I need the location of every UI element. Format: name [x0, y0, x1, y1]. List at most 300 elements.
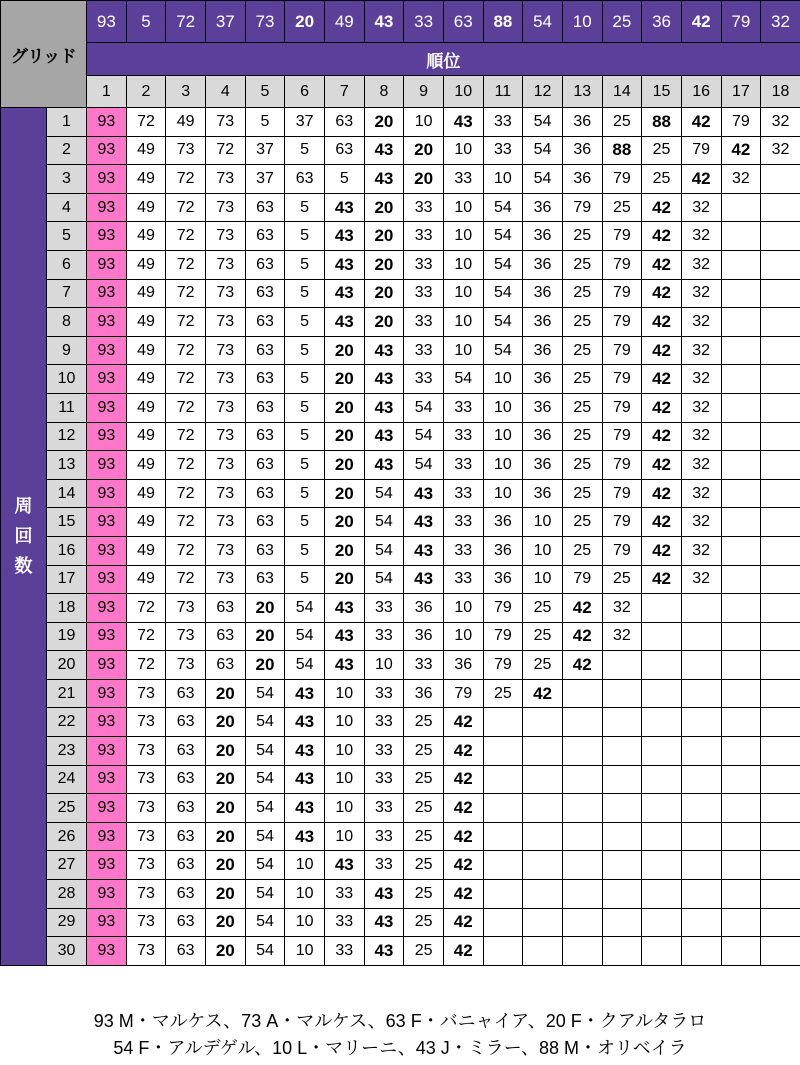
- rider-cell: 10: [285, 851, 325, 880]
- grid-start-cell: 33: [404, 1, 444, 43]
- rider-cell: 54: [364, 508, 404, 537]
- rider-cell: 20: [205, 822, 245, 851]
- rider-cell: 42: [642, 508, 682, 537]
- rider-cell: 42: [443, 794, 483, 823]
- rider-cell: 20: [245, 622, 285, 651]
- position-header: 順位: [87, 43, 800, 76]
- rider-cell: 63: [285, 165, 325, 194]
- empty-cell: [523, 880, 563, 909]
- rider-cell: 5: [285, 508, 325, 537]
- lap-row: [1, 422, 800, 451]
- rider-cell: 88: [602, 136, 642, 165]
- rider-cell: 63: [245, 422, 285, 451]
- rider-cell: 37: [245, 165, 285, 194]
- lap-axis-label: 周 回 数: [1, 108, 47, 966]
- empty-cell: [761, 565, 800, 594]
- empty-cell: [761, 679, 800, 708]
- rider-cell: 5: [285, 222, 325, 251]
- lap-row: [1, 937, 800, 966]
- rider-cell: 73: [126, 737, 166, 766]
- rider-cell: 25: [562, 393, 602, 422]
- rider-cell: 73: [126, 908, 166, 937]
- position-number-cell: 8: [364, 76, 404, 108]
- rider-cell: 54: [523, 108, 563, 137]
- empty-cell: [721, 193, 761, 222]
- rider-cell: 63: [166, 679, 206, 708]
- grid-start-cell: 36: [642, 1, 682, 43]
- rider-cell: 20: [205, 937, 245, 966]
- lap-row: [1, 308, 800, 337]
- lap-row: [1, 336, 800, 365]
- rider-cell: 79: [602, 222, 642, 251]
- lap-number-cell: 10: [47, 365, 87, 394]
- rider-cell: 43: [364, 365, 404, 394]
- rider-cell: 42: [721, 136, 761, 165]
- rider-cell: 36: [443, 651, 483, 680]
- rider-cell: 42: [642, 308, 682, 337]
- rider-cell: 10: [285, 880, 325, 909]
- lap-chart-body: [1, 1, 800, 966]
- rider-cell: 32: [681, 279, 721, 308]
- lap-row: [1, 737, 800, 766]
- grid-start-cell: 63: [443, 1, 483, 43]
- empty-cell: [761, 765, 800, 794]
- rider-cell: 49: [126, 193, 166, 222]
- rider-cell: 54: [245, 822, 285, 851]
- rider-cell: 10: [483, 451, 523, 480]
- empty-cell: [721, 279, 761, 308]
- position-number-cell: 15: [642, 76, 682, 108]
- lap-row: [1, 279, 800, 308]
- rider-cell: 73: [205, 536, 245, 565]
- rider-cell: 33: [364, 765, 404, 794]
- empty-cell: [602, 737, 642, 766]
- rider-cell: 72: [126, 108, 166, 137]
- rider-cell: 49: [126, 508, 166, 537]
- rider-cell: 93: [87, 908, 127, 937]
- empty-cell: [483, 737, 523, 766]
- lap-row: [1, 880, 800, 909]
- rider-cell: 10: [324, 679, 364, 708]
- empty-cell: [761, 165, 800, 194]
- rider-cell: 72: [205, 136, 245, 165]
- empty-cell: [721, 508, 761, 537]
- rider-cell: 54: [245, 937, 285, 966]
- rider-cell: 20: [205, 794, 245, 823]
- rider-cell: 49: [126, 222, 166, 251]
- lap-row: [1, 508, 800, 537]
- rider-cell: 42: [562, 622, 602, 651]
- rider-cell: 63: [245, 193, 285, 222]
- empty-cell: [721, 536, 761, 565]
- rider-cell: 20: [364, 193, 404, 222]
- rider-cell: 10: [443, 279, 483, 308]
- rider-cell: 79: [602, 250, 642, 279]
- rider-cell: 20: [245, 651, 285, 680]
- rider-cell: 93: [87, 136, 127, 165]
- empty-cell: [642, 651, 682, 680]
- empty-cell: [483, 708, 523, 737]
- rider-cell: 73: [205, 108, 245, 137]
- empty-cell: [602, 765, 642, 794]
- rider-cell: 32: [681, 565, 721, 594]
- rider-cell: 72: [166, 193, 206, 222]
- lap-row: [1, 765, 800, 794]
- rider-cell: 42: [562, 651, 602, 680]
- rider-cell: 43: [404, 565, 444, 594]
- rider-cell: 10: [483, 365, 523, 394]
- empty-cell: [721, 765, 761, 794]
- rider-cell: 49: [126, 536, 166, 565]
- rider-cell: 25: [523, 594, 563, 623]
- rider-cell: 73: [205, 393, 245, 422]
- rider-cell: 88: [642, 108, 682, 137]
- rider-cell: 63: [205, 594, 245, 623]
- rider-cell: 73: [205, 250, 245, 279]
- empty-cell: [721, 937, 761, 966]
- lap-row: [1, 708, 800, 737]
- empty-cell: [681, 765, 721, 794]
- empty-cell: [523, 822, 563, 851]
- rider-cell: 79: [602, 165, 642, 194]
- empty-cell: [642, 794, 682, 823]
- rider-cell: 20: [205, 708, 245, 737]
- rider-cell: 73: [205, 336, 245, 365]
- rider-cell: 54: [364, 479, 404, 508]
- empty-cell: [721, 422, 761, 451]
- rider-cell: 42: [642, 479, 682, 508]
- lap-row: [1, 108, 800, 137]
- empty-cell: [523, 708, 563, 737]
- rider-cell: 5: [285, 479, 325, 508]
- rider-cell: 20: [364, 308, 404, 337]
- rider-cell: 33: [443, 451, 483, 480]
- rider-cell: 93: [87, 737, 127, 766]
- empty-cell: [721, 880, 761, 909]
- lap-row: [1, 365, 800, 394]
- rider-cell: 79: [483, 594, 523, 623]
- rider-cell: 25: [483, 679, 523, 708]
- rider-cell: 43: [285, 679, 325, 708]
- lap-row: [1, 479, 800, 508]
- rider-cell: 32: [681, 451, 721, 480]
- rider-cell: 10: [443, 136, 483, 165]
- rider-cell: 32: [681, 250, 721, 279]
- lap-number-cell: 16: [47, 536, 87, 565]
- rider-cell: 72: [166, 479, 206, 508]
- rider-cell: 10: [285, 908, 325, 937]
- empty-cell: [761, 737, 800, 766]
- position-number-cell: 14: [602, 76, 642, 108]
- rider-cell: 72: [126, 622, 166, 651]
- rider-cell: 25: [562, 308, 602, 337]
- empty-cell: [602, 880, 642, 909]
- legend-line: 54 F・アルデゲル、10 L・マリーニ、43 J・ミラー、88 M・オリベイラ: [113, 1038, 687, 1058]
- rider-cell: 54: [245, 737, 285, 766]
- rider-cell: 20: [205, 880, 245, 909]
- rider-cell: 63: [245, 393, 285, 422]
- empty-cell: [602, 708, 642, 737]
- empty-cell: [721, 393, 761, 422]
- rider-cell: 43: [364, 937, 404, 966]
- rider-cell: 20: [324, 365, 364, 394]
- rider-cell: 54: [404, 393, 444, 422]
- grid-start-cell: 88: [483, 1, 523, 43]
- rider-cell: 36: [523, 393, 563, 422]
- rider-cell: 54: [523, 165, 563, 194]
- rider-cell: 72: [126, 594, 166, 623]
- rider-cell: 42: [443, 765, 483, 794]
- empty-cell: [681, 794, 721, 823]
- lap-number-cell: 6: [47, 250, 87, 279]
- rider-cell: 43: [364, 165, 404, 194]
- rider-cell: 73: [205, 308, 245, 337]
- rider-cell: 10: [483, 165, 523, 194]
- rider-cell: 93: [87, 279, 127, 308]
- rider-cell: 10: [523, 565, 563, 594]
- rider-cell: 54: [245, 880, 285, 909]
- lap-number-cell: 23: [47, 737, 87, 766]
- rider-cell: 54: [285, 594, 325, 623]
- empty-cell: [562, 737, 602, 766]
- position-number-cell: 5: [245, 76, 285, 108]
- rider-cell: 36: [562, 108, 602, 137]
- grid-start-cell: 73: [245, 1, 285, 43]
- rider-cell: 33: [443, 393, 483, 422]
- rider-cell: 36: [523, 336, 563, 365]
- empty-cell: [681, 937, 721, 966]
- rider-cell: 93: [87, 336, 127, 365]
- rider-cell: 63: [166, 851, 206, 880]
- rider-cell: 5: [285, 565, 325, 594]
- rider-cell: 25: [523, 651, 563, 680]
- empty-cell: [523, 737, 563, 766]
- rider-cell: 10: [364, 651, 404, 680]
- rider-cell: 25: [562, 479, 602, 508]
- empty-cell: [483, 880, 523, 909]
- empty-cell: [761, 222, 800, 251]
- rider-cell: 63: [166, 937, 206, 966]
- rider-cell: 93: [87, 308, 127, 337]
- rider-cell: 79: [602, 279, 642, 308]
- rider-cell: 32: [681, 508, 721, 537]
- rider-cell: 10: [483, 479, 523, 508]
- rider-cell: 93: [87, 937, 127, 966]
- rider-cell: 72: [166, 250, 206, 279]
- rider-cell: 63: [245, 508, 285, 537]
- rider-cell: 25: [602, 193, 642, 222]
- rider-cell: 43: [324, 622, 364, 651]
- rider-cell: 63: [324, 136, 364, 165]
- rider-cell: 10: [483, 393, 523, 422]
- empty-cell: [642, 622, 682, 651]
- rider-cell: 33: [483, 136, 523, 165]
- empty-cell: [721, 794, 761, 823]
- empty-cell: [602, 794, 642, 823]
- empty-cell: [681, 880, 721, 909]
- rider-cell: 25: [642, 165, 682, 194]
- position-number-cell: 1: [87, 76, 127, 108]
- rider-cell: 36: [562, 165, 602, 194]
- grid-start-cell: 32: [761, 1, 800, 43]
- empty-cell: [721, 908, 761, 937]
- rider-cell: 43: [404, 536, 444, 565]
- rider-cell: 63: [245, 336, 285, 365]
- rider-cell: 79: [602, 536, 642, 565]
- grid-start-cell: 72: [166, 1, 206, 43]
- grid-start-cell: 42: [681, 1, 721, 43]
- rider-cell: 72: [166, 336, 206, 365]
- rider-cell: 20: [404, 165, 444, 194]
- rider-cell: 10: [483, 422, 523, 451]
- rider-cell: 25: [642, 136, 682, 165]
- grid-start-cell: 43: [364, 1, 404, 43]
- rider-cell: 63: [324, 108, 364, 137]
- rider-cell: 43: [364, 136, 404, 165]
- rider-cell: 42: [642, 536, 682, 565]
- rider-cell: 5: [285, 193, 325, 222]
- grid-start-cell: 20: [285, 1, 325, 43]
- rider-cell: 73: [126, 822, 166, 851]
- rider-cell: 25: [562, 422, 602, 451]
- empty-cell: [642, 880, 682, 909]
- lap-number-cell: 1: [47, 108, 87, 137]
- rider-cell: 20: [205, 679, 245, 708]
- empty-cell: [721, 565, 761, 594]
- rider-cell: 42: [642, 279, 682, 308]
- rider-cell: 73: [126, 880, 166, 909]
- rider-cell: 49: [126, 422, 166, 451]
- position-number-cell: 11: [483, 76, 523, 108]
- empty-cell: [562, 708, 602, 737]
- rider-cell: 72: [166, 308, 206, 337]
- rider-cell: 10: [443, 308, 483, 337]
- empty-cell: [721, 308, 761, 337]
- rider-cell: 54: [483, 193, 523, 222]
- rider-cell: 63: [245, 279, 285, 308]
- lap-row: [1, 651, 800, 680]
- rider-cell: 63: [166, 880, 206, 909]
- rider-cell: 43: [324, 279, 364, 308]
- empty-cell: [761, 422, 800, 451]
- rider-cell: 10: [324, 794, 364, 823]
- position-number-cell: 12: [523, 76, 563, 108]
- rider-cell: 73: [205, 279, 245, 308]
- rider-cell: 54: [404, 451, 444, 480]
- empty-cell: [523, 765, 563, 794]
- lap-row: [1, 565, 800, 594]
- rider-cell: 32: [602, 622, 642, 651]
- rider-cell: 54: [364, 565, 404, 594]
- empty-cell: [681, 708, 721, 737]
- rider-cell: 63: [166, 822, 206, 851]
- rider-cell: 63: [245, 365, 285, 394]
- lap-number-cell: 9: [47, 336, 87, 365]
- rider-cell: 10: [324, 822, 364, 851]
- rider-cell: 43: [324, 222, 364, 251]
- rider-cell: 36: [523, 279, 563, 308]
- rider-cell: 79: [483, 651, 523, 680]
- lap-number-cell: 17: [47, 565, 87, 594]
- empty-cell: [642, 708, 682, 737]
- rider-cell: 33: [443, 479, 483, 508]
- empty-cell: [642, 594, 682, 623]
- rider-cell: 63: [166, 708, 206, 737]
- empty-cell: [761, 365, 800, 394]
- empty-cell: [602, 822, 642, 851]
- empty-cell: [761, 479, 800, 508]
- empty-cell: [681, 651, 721, 680]
- rider-cell: 73: [126, 765, 166, 794]
- rider-cell: 72: [126, 651, 166, 680]
- rider-cell: 32: [681, 536, 721, 565]
- rider-cell: 10: [324, 737, 364, 766]
- rider-cell: 10: [443, 193, 483, 222]
- empty-cell: [483, 851, 523, 880]
- empty-cell: [523, 937, 563, 966]
- empty-cell: [721, 651, 761, 680]
- rider-cell: 42: [642, 451, 682, 480]
- rider-cell: 25: [562, 222, 602, 251]
- lap-row: [1, 679, 800, 708]
- rider-cell: 73: [205, 365, 245, 394]
- empty-cell: [761, 622, 800, 651]
- lap-number-cell: 22: [47, 708, 87, 737]
- empty-cell: [483, 765, 523, 794]
- lap-row: [1, 908, 800, 937]
- grid-corner-label: グリッド: [1, 1, 87, 108]
- rider-cell: 20: [404, 136, 444, 165]
- rider-cell: 5: [324, 165, 364, 194]
- rider-cell: 93: [87, 365, 127, 394]
- position-number-cell: 16: [681, 76, 721, 108]
- empty-cell: [562, 851, 602, 880]
- rider-cell: 37: [245, 136, 285, 165]
- rider-cell: 36: [483, 536, 523, 565]
- rider-cell: 33: [404, 222, 444, 251]
- rider-cell: 43: [364, 393, 404, 422]
- rider-cell: 93: [87, 536, 127, 565]
- rider-cell: 20: [324, 536, 364, 565]
- rider-cell: 54: [245, 908, 285, 937]
- rider-cell: 43: [364, 880, 404, 909]
- empty-cell: [761, 937, 800, 966]
- lap-number-cell: 26: [47, 822, 87, 851]
- rider-cell: 25: [404, 822, 444, 851]
- grid-start-cell: 79: [721, 1, 761, 43]
- rider-cell: 20: [324, 422, 364, 451]
- rider-cell: 32: [681, 365, 721, 394]
- rider-cell: 49: [126, 250, 166, 279]
- rider-cell: 20: [324, 393, 364, 422]
- rider-cell: 63: [245, 222, 285, 251]
- rider-cell: 20: [324, 479, 364, 508]
- empty-cell: [761, 851, 800, 880]
- rider-cell: 33: [364, 594, 404, 623]
- rider-cell: 36: [483, 508, 523, 537]
- rider-cell: 93: [87, 451, 127, 480]
- empty-cell: [642, 822, 682, 851]
- rider-cell: 36: [404, 622, 444, 651]
- rider-cell: 20: [324, 336, 364, 365]
- rider-cell: 25: [562, 250, 602, 279]
- rider-cell: 43: [285, 765, 325, 794]
- rider-cell: 72: [166, 279, 206, 308]
- rider-cell: 10: [404, 108, 444, 137]
- rider-cell: 79: [443, 679, 483, 708]
- rider-cell: 25: [404, 737, 444, 766]
- rider-cell: 93: [87, 250, 127, 279]
